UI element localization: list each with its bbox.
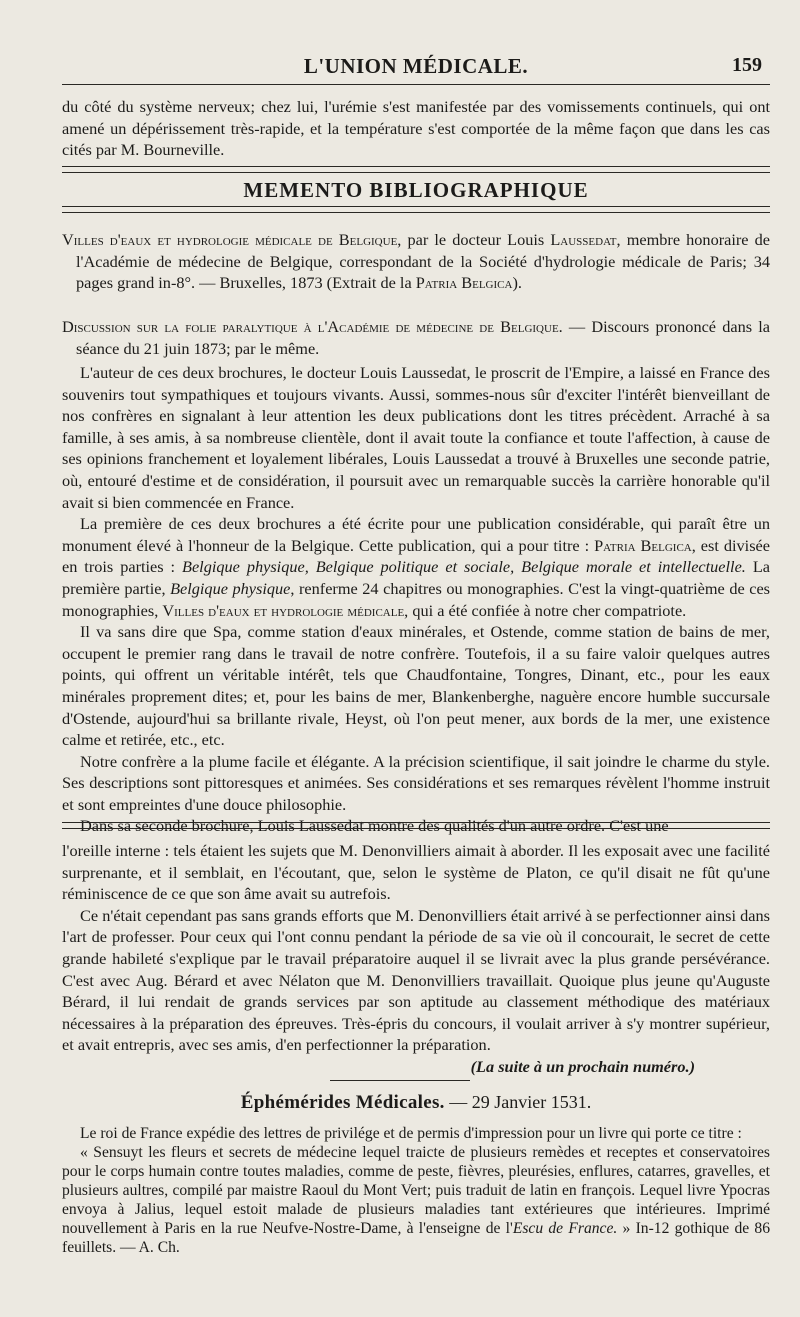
header-rule — [62, 84, 770, 85]
feuilleton-paragraph-2: Ce n'était cependant pas sans grands efforts que M. Denonvilliers était arrivé à se perfectionner ainsi dans l'art de professer. Pour ceux qui l'ont connu pendant la période de sa vie où il concourait, le secret de cette grande habileté s'explique par le travail préparatoire auquel il se livrait avec la plus grande persévérance. C'est avec Aug. Bérard et avec Nélaton que M. Denonvilliers travaillait. Quoique plus jeune qu'Auguste Bérard, il lui rendait de grands services par son aptitude au classement méthodique des matériaux nécessaires à la préparation des épreuves. Très-épris du concours, il voulait arriver à s'y montrer supérieur, et avait entrepris, avec ses amis, d'en perfectionner la préparation. — [62, 905, 770, 1055]
para2-part2: , est divisée en trois parties : — [62, 535, 770, 577]
page-number: 159 — [732, 54, 762, 76]
ephemerides-title: Éphémérides Médicales. — [240, 1092, 445, 1113]
review-paragraph-5: Dans sa seconde brochure, Louis Laussedat montre des qualités d'un autre ordre. C'est une — [80, 816, 669, 836]
entry2-title: Discussion sur la folie paralytique à l'Académie de médecine de Belgique — [62, 317, 559, 336]
para2-italic2: Belgique physique — [170, 578, 291, 598]
entry1-text2: , membre honoraire de l'Académie de médecine de Belgique, correspondant de la Société d'hydrologie médicale de Paris; 34 pages grand in-8°. — Bruxelles, 1873 (Extrait de la — [76, 230, 771, 293]
bibliography-entry-2 — [62, 316, 770, 359]
para2-villes: Villes d'eaux et hydrologie médicale — [162, 600, 405, 620]
entry1-author: Laussedat — [550, 230, 617, 249]
entry1-text3: ). — [512, 273, 522, 293]
para2-part4: , renferme 24 chapitres ou monographies. C'est la vingt-quatrième de ces monographies, — [62, 578, 771, 620]
ephemerides-escu: Escu de France. — [512, 1220, 618, 1237]
bibliography-entry-1 — [62, 229, 770, 294]
running-title: L'UNION MÉDICALE. — [303, 54, 529, 78]
entry1-text1: , par le docteur Louis — [397, 230, 551, 249]
para2-patria: Patria Belgica — [594, 535, 692, 555]
para2-part1: La première de ces deux brochures a été écrite pour une publication considérable, qui paraît être un monument élevé à l'honneur de la Belgique. Cette publication, qui a pour titre : — [62, 514, 770, 555]
review-body — [62, 362, 770, 837]
ephemerides-quote-end: » In-12 gothique de 86 feuillets. — A. Ch. — [62, 1220, 771, 1256]
intro-paragraph — [62, 96, 770, 161]
ephemerides-heading — [62, 1092, 770, 1114]
para2-italic1: Belgique physique, Belgique politique et sociale, Belgique morale et intellectuelle. — [182, 557, 746, 577]
ephemerides-separator — [330, 1080, 470, 1081]
ephemerides-paragraph-1: Le roi de France expédie des lettres de privilége et de permis d'impression pour un livre qui porte ce titre : — [80, 1125, 742, 1142]
review-paragraph-1: L'auteur de ces deux brochures, le docteur Louis Laussedat, le proscrit de l'Empire, a laissé en France des souvenirs tout sympathiques et toujours vivants. Aussi, sommes-nous sûr d'exciter l'intérêt bienveillant de nos confrères en signalant à leur attention les deux publications dont les titres précèdent. Arraché à sa famille, à ses amis, à sa nombreuse clientèle, dont il avait toute la confiance et toute l'affection, à cause de ses opinions franchement et loyalement libérales, Louis Laussedat a trouvé à Bruxelles une seconde patrie, où, entouré d'estime et de considération, il poursuit avec un remarquable succès la carrière honorable qu'il avait si bien commencée en France. — [62, 363, 770, 512]
review-paragraph-3: Il va sans dire que Spa, comme station d'eaux minérales, et Ostende, comme station de bains de mer, occupent le premier rang dans le travail de notre confrère. Toutefois, il a su faire valoir quelques autres points, qui offrent un véritable intérêt, tels que Chaudfontaine, Tongres, Dinant, etc., pour les eaux minérales proprement dites; et, pour les bains de mer, Blankenberghe, naguère encore humble succursale d'Ostende, aujourd'hui sa brillante rivale, Heyst, où l'on peut mener, aux bords de la mer, une existence calme et retirée, etc., etc. — [62, 622, 770, 750]
page-header — [62, 50, 770, 82]
ephemerides-quote: « Sensuyt les fleurs et secrets de médecine lequel traicte de plusieurs remèdes et receptes et conservatoires pour le corps humain contre toutes maladies, comme de peste, fièvres, pleurésies, enflures, catarres, gravelles, et plusieurs aultres, compilé par maistre Raoul du Mont Vert; puis traduit de latin en françois. Lequel livre Ypocras envoya à Jalius, lequel estoit malade de plusieurs maladies tant extérieures que intérieures. Imprimé nouvellement à Paris en la rue Neufve-Nostre-Dame, à l'enseigne de l' — [62, 1144, 770, 1237]
para2-part5: , qui a été confiée à notre cher compatriote. — [404, 600, 687, 620]
feuilleton-rule — [62, 822, 770, 829]
section-title: MEMENTO BIBLIOGRAPHIQUE — [243, 178, 589, 202]
review-paragraph-4: Notre confrère a la plume facile et élégante. A la précision scientifique, il sait joindre le charme du style. Ses descriptions sont pittoresques et animées. Ses considérations et ses remarques révèlent l'homme instruit et sont empreintes d'une douce philosophie. — [62, 751, 770, 814]
ephemerides-paragraph-2 — [62, 1143, 770, 1257]
review-paragraph-2 — [62, 513, 770, 621]
continued-note: (La suite à un prochain numéro.) — [470, 1056, 695, 1076]
entry2-text: . — Discours prononcé dans la séance du 21 juin 1873; par le même. — [76, 317, 770, 358]
feuilleton-paragraph-1: l'oreille interne : tels étaient les sujets que M. Denonvilliers aimait à aborder. Il les exposait avec une facilité surprenante, et il semblait, en l'écoutant, que, selon le système de Platon, ce qu'il disait ne fût qu'une réminiscence de ce que son âme avait su autrefois. — [62, 841, 770, 904]
section-title-rule — [62, 206, 770, 213]
ephemerides-body — [62, 1124, 770, 1257]
section-top-rule — [62, 166, 770, 173]
feuilleton-body — [62, 840, 770, 1078]
entry1-patria: Patria Belgica — [415, 273, 513, 293]
para2-part3: La première partie, — [62, 557, 771, 598]
ephemerides-date: — 29 Janvier 1531. — [449, 1092, 592, 1112]
intro-text: du côté du système nerveux; chez lui, l'urémie s'est manifestée par des vomissements continuels, qui ont amené un dépérissement très-rapide, et la température s'est comportée de la même façon que dans les cas cités par M. Bourneville. — [62, 97, 770, 160]
entry1-title: Villes d'eaux et hydrologie médicale de Belgique — [62, 230, 398, 249]
